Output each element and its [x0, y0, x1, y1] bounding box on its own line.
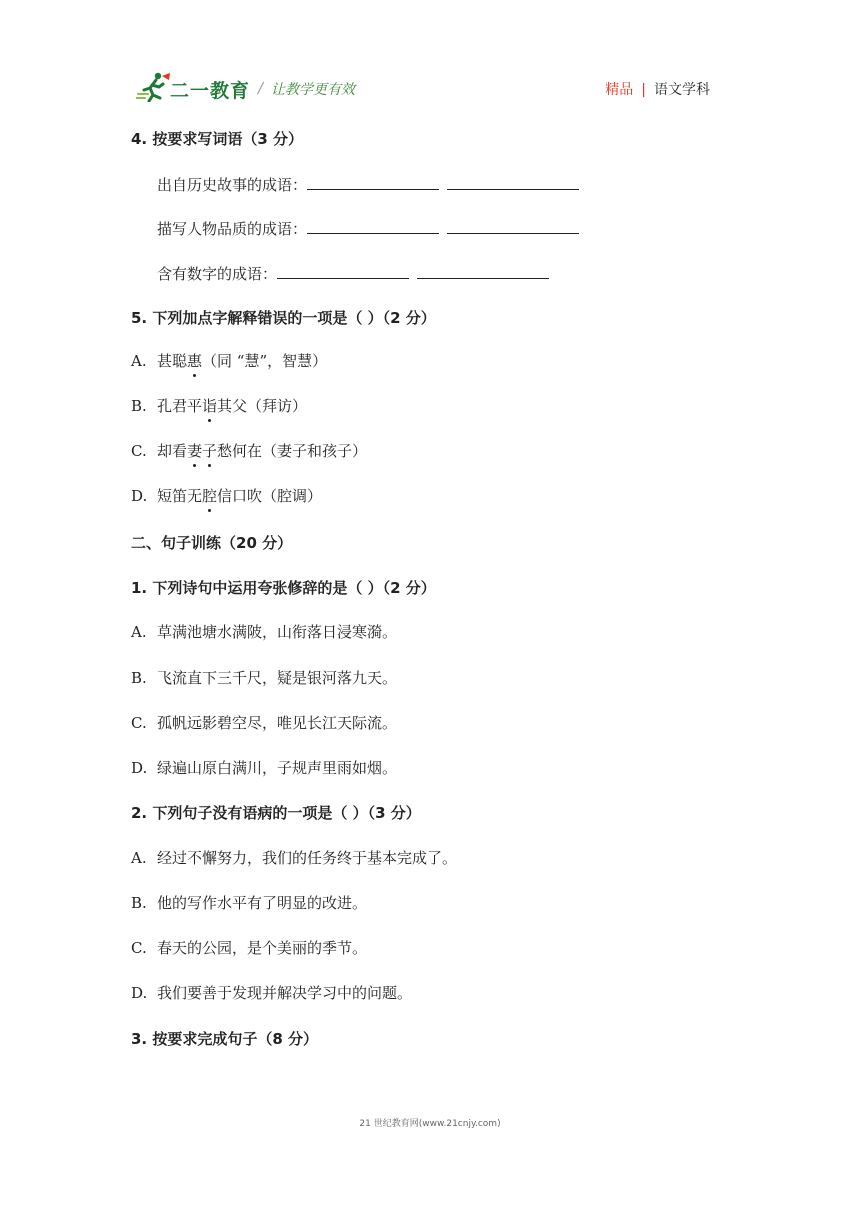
- slogan: 让教学更有效: [271, 82, 355, 98]
- q5-title: 5. 下列加点字解释错误的一项是（ ）（2 分）: [131, 309, 436, 327]
- option-text: 飞流直下三千尺，疑是银河落九天。: [157, 669, 398, 687]
- option-letter: D.: [131, 984, 148, 1002]
- q5-option-b: [131, 395, 307, 417]
- q4-line-1-label: 出自历史故事的成语：: [157, 176, 308, 194]
- s1-option-b: [131, 667, 397, 689]
- page-footer: 21 世纪教育网(www.21cnjy.com): [359, 1119, 501, 1129]
- q5-option-a: [131, 350, 327, 372]
- subject-label: 语文学科: [654, 82, 710, 98]
- s2-option-d: [131, 982, 412, 1004]
- option-text: 孤帆远影碧空尽，唯见长江天际流。: [157, 714, 398, 732]
- s1-title: 1. 下列诗句中运用夸张修辞的是（ ）（2 分）: [131, 579, 436, 597]
- option-letter: A.: [131, 849, 147, 867]
- dotted-char: 子: [202, 442, 218, 460]
- option-text: （同 “慧”，智慧）: [202, 352, 328, 370]
- option-text: 愁何在（妻子和孩子）: [217, 442, 368, 460]
- option-letter: C.: [131, 714, 147, 732]
- dotted-char: 诣: [202, 397, 218, 415]
- option-text: 短笛无: [157, 487, 203, 505]
- slogan-separator: /: [258, 79, 264, 97]
- option-text: 春天的公园，是个美丽的季节。: [157, 939, 368, 957]
- option-text: 孔君平: [157, 397, 203, 415]
- option-text: 却看: [157, 442, 188, 460]
- option-text: 草满池塘水满陂，山衔落日浸寒漪。: [157, 623, 398, 641]
- logo-text: 二一教育: [170, 80, 251, 102]
- logo: [136, 72, 254, 102]
- option-text: 绿遍山原白满川，子规声里雨如烟。: [157, 759, 398, 777]
- runner-logo-icon: [136, 72, 172, 102]
- answer-blank[interactable]: [277, 262, 409, 279]
- option-text: 信口吹（腔调）: [217, 487, 323, 505]
- q5-option-c: [131, 440, 367, 462]
- s2-title: 2. 下列句子没有语病的一项是（ ）（3 分）: [131, 804, 421, 822]
- s3-title: 3. 按要求完成句子（8 分）: [131, 1030, 319, 1048]
- option-text: 其父（拜访）: [217, 397, 308, 415]
- q4-line-3: [157, 262, 557, 285]
- option-letter: C.: [131, 939, 147, 957]
- dotted-char: 惠: [187, 352, 203, 370]
- option-text: 我们要善于发现并解决学习中的问题。: [157, 984, 413, 1002]
- option-letter: D.: [131, 759, 148, 777]
- section-2-title: 二、句子训练（20 分）: [131, 534, 293, 552]
- q4-line-1: [157, 173, 587, 196]
- option-letter: B.: [131, 894, 147, 912]
- option-letter: A.: [131, 623, 147, 641]
- option-letter: A.: [131, 352, 147, 370]
- option-text: 他的写作水平有了明显的改进。: [157, 894, 368, 912]
- q4-line-2: [157, 217, 587, 240]
- jingpin-label: 精品: [605, 82, 634, 98]
- s1-option-a: [131, 621, 397, 643]
- option-letter: C.: [131, 442, 147, 460]
- q4-title: 4. 按要求写词语（3 分）: [131, 130, 304, 148]
- s2-option-a: [131, 847, 457, 869]
- header-divider: |: [641, 82, 646, 98]
- q4-line-3-label: 含有数字的成语：: [157, 265, 278, 283]
- q4-line-2-label: 描写人物品质的成语：: [157, 220, 308, 238]
- header-right: [605, 79, 710, 99]
- s1-option-d: [131, 757, 397, 779]
- option-text: 经过不懈努力，我们的任务终于基本完成了。: [157, 849, 458, 867]
- s1-option-c: [131, 712, 397, 734]
- q5-option-d: [131, 485, 322, 507]
- page-header: [136, 70, 716, 110]
- answer-blank[interactable]: [447, 173, 579, 190]
- option-letter: B.: [131, 669, 147, 687]
- option-letter: D.: [131, 487, 148, 505]
- s2-option-b: [131, 892, 367, 914]
- answer-blank[interactable]: [447, 217, 579, 234]
- dotted-char: 妻: [187, 442, 203, 460]
- option-text: 甚聪: [157, 352, 188, 370]
- answer-blank[interactable]: [307, 217, 439, 234]
- s2-option-c: [131, 937, 367, 959]
- option-letter: B.: [131, 397, 147, 415]
- answer-blank[interactable]: [307, 173, 439, 190]
- answer-blank[interactable]: [417, 262, 549, 279]
- dotted-char: 腔: [202, 487, 218, 505]
